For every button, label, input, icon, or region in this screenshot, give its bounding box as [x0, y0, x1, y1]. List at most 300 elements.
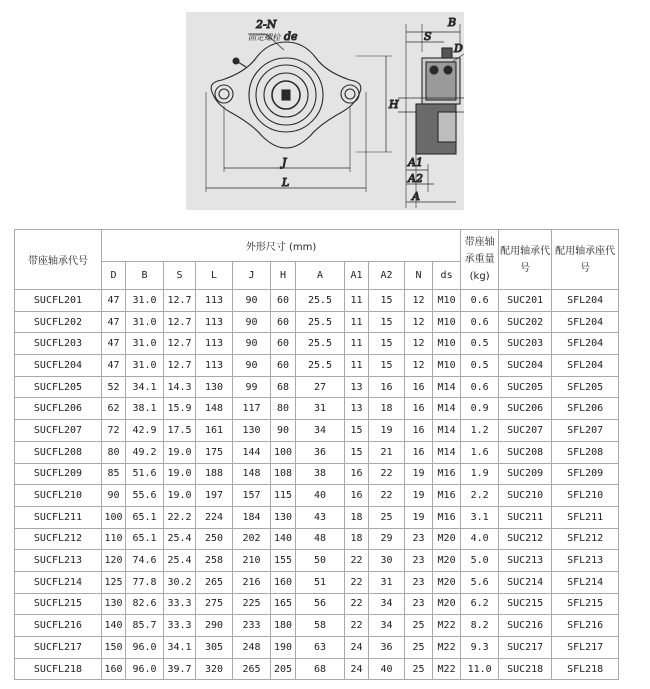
table-cell: SUC205 [499, 376, 552, 398]
table-cell: 22 [345, 550, 369, 572]
table-cell: SUC206 [499, 398, 552, 420]
table-cell: 60 [271, 290, 296, 312]
table-cell: M16 [433, 485, 461, 507]
table-cell: M14 [433, 398, 461, 420]
header-dim-a2: A2 [369, 262, 405, 290]
table-cell: 34 [369, 593, 405, 615]
table-cell: 21 [369, 441, 405, 463]
label-S: S [424, 30, 432, 43]
table-cell: M20 [433, 571, 461, 593]
table-cell: 25 [369, 506, 405, 528]
header-dim-a1: A1 [345, 262, 369, 290]
table-cell: 110 [102, 528, 126, 550]
table-cell: 11.0 [461, 658, 499, 680]
table-row [15, 485, 619, 507]
table-cell: M10 [433, 290, 461, 312]
model-cell: SUCFL207 [15, 420, 102, 442]
table-cell: 1.2 [461, 420, 499, 442]
table-cell: SUC217 [499, 637, 552, 659]
table-cell: 275 [196, 593, 233, 615]
table-cell: 18 [345, 528, 369, 550]
table-cell: 36 [296, 441, 345, 463]
table-cell: 80 [102, 441, 126, 463]
table-cell: 22.2 [164, 506, 196, 528]
table-cell: 31 [296, 398, 345, 420]
table-cell: 130 [196, 376, 233, 398]
table-cell: M22 [433, 637, 461, 659]
header-dim-j: J [233, 262, 271, 290]
table-cell: 115 [271, 485, 296, 507]
table-cell: 16 [405, 420, 433, 442]
table-cell: 16 [345, 463, 369, 485]
label-bolt-note: 固定螺栓 [248, 33, 280, 42]
table-cell: 85.7 [126, 615, 164, 637]
table-cell: 47 [102, 311, 126, 333]
table-cell: SUC216 [499, 615, 552, 637]
table-cell: M22 [433, 615, 461, 637]
table-cell: 113 [196, 333, 233, 355]
table-cell: 65.1 [126, 506, 164, 528]
table-cell: 85 [102, 463, 126, 485]
table-cell: 25 [405, 637, 433, 659]
table-cell: 11 [345, 290, 369, 312]
table-cell: M10 [433, 333, 461, 355]
table-cell: SFL215 [552, 593, 619, 615]
model-cell: SUCFL208 [15, 441, 102, 463]
model-cell: SUCFL216 [15, 615, 102, 637]
table-cell: 60 [271, 355, 296, 377]
table-cell: 197 [196, 485, 233, 507]
table-cell: 0.5 [461, 355, 499, 377]
table-cell: 250 [196, 528, 233, 550]
label-H: H [389, 98, 399, 111]
model-cell: SUCFL203 [15, 333, 102, 355]
table-cell: 38.1 [126, 398, 164, 420]
table-cell: 157 [233, 485, 271, 507]
table-cell: 11 [345, 355, 369, 377]
table-row [15, 615, 619, 637]
table-cell: M14 [433, 420, 461, 442]
label-B: B [448, 16, 457, 29]
label-A1: A1 [408, 156, 423, 169]
table-cell: 24 [345, 637, 369, 659]
table-cell: 140 [102, 615, 126, 637]
table-cell: 52 [102, 376, 126, 398]
table-cell: SFL204 [552, 355, 619, 377]
table-cell: 0.6 [461, 311, 499, 333]
table-cell: 13 [345, 376, 369, 398]
table-cell: 265 [233, 658, 271, 680]
table-row [15, 528, 619, 550]
table-cell: SFL207 [552, 420, 619, 442]
table-cell: 90 [271, 420, 296, 442]
header-dim-s: S [164, 262, 196, 290]
label-A2: A2 [408, 172, 423, 185]
table-cell: 1.9 [461, 463, 499, 485]
table-cell: 47 [102, 333, 126, 355]
table-cell: 25.4 [164, 550, 196, 572]
table-cell: SUC203 [499, 333, 552, 355]
table-cell: SUC201 [499, 290, 552, 312]
table-cell: 15 [369, 290, 405, 312]
table-cell: SFL212 [552, 528, 619, 550]
table-cell: SFL211 [552, 506, 619, 528]
model-cell: SUCFL201 [15, 290, 102, 312]
table-cell: 15 [369, 355, 405, 377]
table-cell: 19 [405, 463, 433, 485]
front-view [206, 34, 392, 192]
table-cell: 5.0 [461, 550, 499, 572]
table-cell: 140 [271, 528, 296, 550]
table-cell: 320 [196, 658, 233, 680]
table-cell: 23 [405, 528, 433, 550]
table-cell: SUC204 [499, 355, 552, 377]
table-cell: SUC202 [499, 311, 552, 333]
table-cell: SFL205 [552, 376, 619, 398]
table-cell: 39.7 [164, 658, 196, 680]
table-cell: 180 [271, 615, 296, 637]
table-cell: 19 [369, 420, 405, 442]
table-cell: 50 [296, 550, 345, 572]
table-cell: 0.6 [461, 290, 499, 312]
header-dim-b: B [126, 262, 164, 290]
table-cell: 80 [271, 398, 296, 420]
spec-table [14, 229, 619, 680]
table-cell: 31 [369, 571, 405, 593]
header-dim-l: L [196, 262, 233, 290]
table-cell: 25.5 [296, 333, 345, 355]
table-cell: 19 [405, 506, 433, 528]
table-cell: 42.9 [126, 420, 164, 442]
table-cell: 19.0 [164, 463, 196, 485]
table-cell: 25.5 [296, 311, 345, 333]
table-cell: 77.8 [126, 571, 164, 593]
table-cell: SFL204 [552, 333, 619, 355]
table-cell: SFL209 [552, 463, 619, 485]
model-cell: SUCFL211 [15, 506, 102, 528]
table-cell: M20 [433, 593, 461, 615]
table-cell: 16 [405, 398, 433, 420]
table-cell: 15 [369, 311, 405, 333]
table-cell: 31.0 [126, 290, 164, 312]
table-cell: 16 [369, 376, 405, 398]
table-cell: 11 [345, 333, 369, 355]
table-cell: 40 [296, 485, 345, 507]
table-cell: 16 [345, 485, 369, 507]
table-row [15, 333, 619, 355]
spec-body [15, 290, 619, 680]
table-cell: 0.9 [461, 398, 499, 420]
table-cell: 150 [102, 637, 126, 659]
table-cell: 99 [233, 376, 271, 398]
table-cell: 34.1 [164, 637, 196, 659]
table-cell: 90 [233, 355, 271, 377]
table-cell: SUC208 [499, 441, 552, 463]
table-cell: 205 [271, 658, 296, 680]
table-cell: 0.6 [461, 376, 499, 398]
table-cell: SFL218 [552, 658, 619, 680]
table-cell: 19 [405, 485, 433, 507]
table-cell: 48 [296, 528, 345, 550]
label-D: D [454, 42, 463, 55]
table-cell: 25.5 [296, 355, 345, 377]
table-cell: 90 [233, 290, 271, 312]
technical-drawing [186, 12, 464, 210]
label-bolt-dim: de [284, 30, 298, 43]
header-bearing: 配用轴承代号 [499, 230, 552, 290]
table-row [15, 398, 619, 420]
table-cell: 19.0 [164, 441, 196, 463]
table-cell: 31.0 [126, 311, 164, 333]
model-cell: SUCFL202 [15, 311, 102, 333]
header-dim-n: N [405, 262, 433, 290]
table-cell: 47 [102, 290, 126, 312]
table-cell: 17.5 [164, 420, 196, 442]
table-cell: M10 [433, 355, 461, 377]
table-cell: 15 [345, 441, 369, 463]
table-cell: 130 [233, 420, 271, 442]
table-cell: M20 [433, 528, 461, 550]
table-cell: 165 [271, 593, 296, 615]
table-cell: SFL204 [552, 311, 619, 333]
table-cell: SFL217 [552, 637, 619, 659]
table-cell: 4.0 [461, 528, 499, 550]
table-cell: 55.6 [126, 485, 164, 507]
model-cell: SUCFL204 [15, 355, 102, 377]
table-cell: 23 [405, 593, 433, 615]
table-cell: SFL204 [552, 290, 619, 312]
table-cell: 23 [405, 550, 433, 572]
table-row [15, 550, 619, 572]
table-cell: SFL213 [552, 550, 619, 572]
header-dim-ds: ds [433, 262, 461, 290]
table-cell: 305 [196, 637, 233, 659]
table-cell: 13 [345, 398, 369, 420]
table-cell: 113 [196, 355, 233, 377]
model-cell: SUCFL213 [15, 550, 102, 572]
table-cell: 47 [102, 355, 126, 377]
table-row [15, 441, 619, 463]
table-cell: 22 [369, 463, 405, 485]
model-cell: SUCFL206 [15, 398, 102, 420]
table-cell: 1.6 [461, 441, 499, 463]
model-cell: SUCFL214 [15, 571, 102, 593]
table-row [15, 376, 619, 398]
label-bolt-count: 2-N [256, 18, 277, 31]
table-cell: 6.2 [461, 593, 499, 615]
table-cell: 68 [296, 658, 345, 680]
table-cell: 3.1 [461, 506, 499, 528]
table-cell: 15.9 [164, 398, 196, 420]
table-row [15, 637, 619, 659]
table-cell: 12.7 [164, 333, 196, 355]
table-cell: SUC211 [499, 506, 552, 528]
table-cell: 34.1 [126, 376, 164, 398]
table-cell: 51 [296, 571, 345, 593]
table-cell: 60 [271, 333, 296, 355]
table-row [15, 463, 619, 485]
table-cell: 184 [233, 506, 271, 528]
table-cell: 265 [196, 571, 233, 593]
table-row [15, 658, 619, 680]
table-cell: 5.6 [461, 571, 499, 593]
label-L: L [282, 176, 290, 189]
table-cell: 90 [233, 333, 271, 355]
table-cell: 24 [345, 658, 369, 680]
table-cell: M14 [433, 376, 461, 398]
table-cell: 58 [296, 615, 345, 637]
table-cell: 258 [196, 550, 233, 572]
table-cell: 130 [271, 506, 296, 528]
header-model: 带座轴承代号 [15, 230, 102, 290]
table-cell: 0.5 [461, 333, 499, 355]
table-cell: 18 [345, 506, 369, 528]
table-cell: SFL206 [552, 398, 619, 420]
bearing-drawing-svg [186, 12, 464, 210]
table-cell: SUC207 [499, 420, 552, 442]
table-cell: 290 [196, 615, 233, 637]
table-cell: 25 [405, 658, 433, 680]
header-housing: 配用轴承座代号 [552, 230, 619, 290]
table-cell: 160 [271, 571, 296, 593]
table-cell: SUC210 [499, 485, 552, 507]
model-cell: SUCFL218 [15, 658, 102, 680]
table-cell: 224 [196, 506, 233, 528]
table-row [15, 355, 619, 377]
header-weight: 带座轴承重量(kg) [461, 230, 499, 290]
table-cell: 29 [369, 528, 405, 550]
table-cell: 90 [233, 311, 271, 333]
table-cell: 27 [296, 376, 345, 398]
table-cell: 125 [102, 571, 126, 593]
table-cell: 74.6 [126, 550, 164, 572]
table-cell: 108 [271, 463, 296, 485]
header-dims-group: 外形尺寸 (mm) [102, 230, 461, 262]
table-cell: 36 [369, 637, 405, 659]
table-cell: SFL208 [552, 441, 619, 463]
table-cell: 72 [102, 420, 126, 442]
table-cell: SFL210 [552, 485, 619, 507]
table-cell: 33.3 [164, 593, 196, 615]
table-cell: 30 [369, 550, 405, 572]
table-cell: 16 [405, 376, 433, 398]
table-cell: 33.3 [164, 615, 196, 637]
table-row [15, 290, 619, 312]
table-cell: 130 [102, 593, 126, 615]
table-cell: 12.7 [164, 290, 196, 312]
table-cell: 25.5 [296, 290, 345, 312]
model-cell: SUCFL215 [15, 593, 102, 615]
table-cell: M20 [433, 550, 461, 572]
table-cell: 188 [196, 463, 233, 485]
table-cell: 60 [271, 311, 296, 333]
table-cell: 15 [345, 420, 369, 442]
table-cell: SUC209 [499, 463, 552, 485]
table-cell: 155 [271, 550, 296, 572]
table-cell: 8.2 [461, 615, 499, 637]
table-row [15, 593, 619, 615]
table-cell: 161 [196, 420, 233, 442]
table-row [15, 506, 619, 528]
table-cell: 90 [102, 485, 126, 507]
table-cell: 12.7 [164, 355, 196, 377]
header-dim-a: A [296, 262, 345, 290]
table-cell: 117 [233, 398, 271, 420]
header-dim-d: D [102, 262, 126, 290]
table-cell: 2.2 [461, 485, 499, 507]
table-cell: 62 [102, 398, 126, 420]
table-cell: 22 [369, 485, 405, 507]
table-cell: 175 [196, 441, 233, 463]
table-cell: 22 [345, 593, 369, 615]
table-cell: 63 [296, 637, 345, 659]
table-cell: M10 [433, 311, 461, 333]
table-cell: 248 [233, 637, 271, 659]
table-cell: 82.6 [126, 593, 164, 615]
table-cell: 96.0 [126, 658, 164, 680]
model-cell: SUCFL212 [15, 528, 102, 550]
table-cell: 68 [271, 376, 296, 398]
table-cell: 113 [196, 290, 233, 312]
table-cell: SFL214 [552, 571, 619, 593]
table-cell: 18 [369, 398, 405, 420]
table-cell: 22 [345, 615, 369, 637]
table-cell: 144 [233, 441, 271, 463]
table-cell: 23 [405, 571, 433, 593]
table-cell: 31.0 [126, 333, 164, 355]
table-cell: SUC212 [499, 528, 552, 550]
table-cell: 12 [405, 311, 433, 333]
table-row [15, 420, 619, 442]
table-cell: 34 [296, 420, 345, 442]
table-cell: 22 [345, 571, 369, 593]
table-cell: 49.2 [126, 441, 164, 463]
table-cell: 9.3 [461, 637, 499, 659]
table-cell: 40 [369, 658, 405, 680]
table-cell: 19.0 [164, 485, 196, 507]
table-cell: 100 [102, 506, 126, 528]
table-cell: 96.0 [126, 637, 164, 659]
table-cell: 51.6 [126, 463, 164, 485]
table-cell: 233 [233, 615, 271, 637]
table-cell: 12 [405, 290, 433, 312]
table-cell: SUC213 [499, 550, 552, 572]
table-cell: 38 [296, 463, 345, 485]
table-row [15, 571, 619, 593]
table-cell: SUC218 [499, 658, 552, 680]
table-cell: 12 [405, 333, 433, 355]
table-cell: 113 [196, 311, 233, 333]
table-cell: 15 [369, 333, 405, 355]
table-cell: 160 [102, 658, 126, 680]
label-A: A [412, 190, 420, 203]
table-cell: 12.7 [164, 311, 196, 333]
model-cell: SUCFL210 [15, 485, 102, 507]
header-dim-h: H [271, 262, 296, 290]
table-cell: M22 [433, 658, 461, 680]
table-cell: 30.2 [164, 571, 196, 593]
model-cell: SUCFL205 [15, 376, 102, 398]
table-cell: 11 [345, 311, 369, 333]
label-J: J [282, 156, 287, 169]
table-cell: 216 [233, 571, 271, 593]
model-cell: SUCFL217 [15, 637, 102, 659]
table-cell: 34 [369, 615, 405, 637]
table-cell: 65.1 [126, 528, 164, 550]
table-cell: 148 [196, 398, 233, 420]
table-cell: M16 [433, 463, 461, 485]
table-row [15, 311, 619, 333]
